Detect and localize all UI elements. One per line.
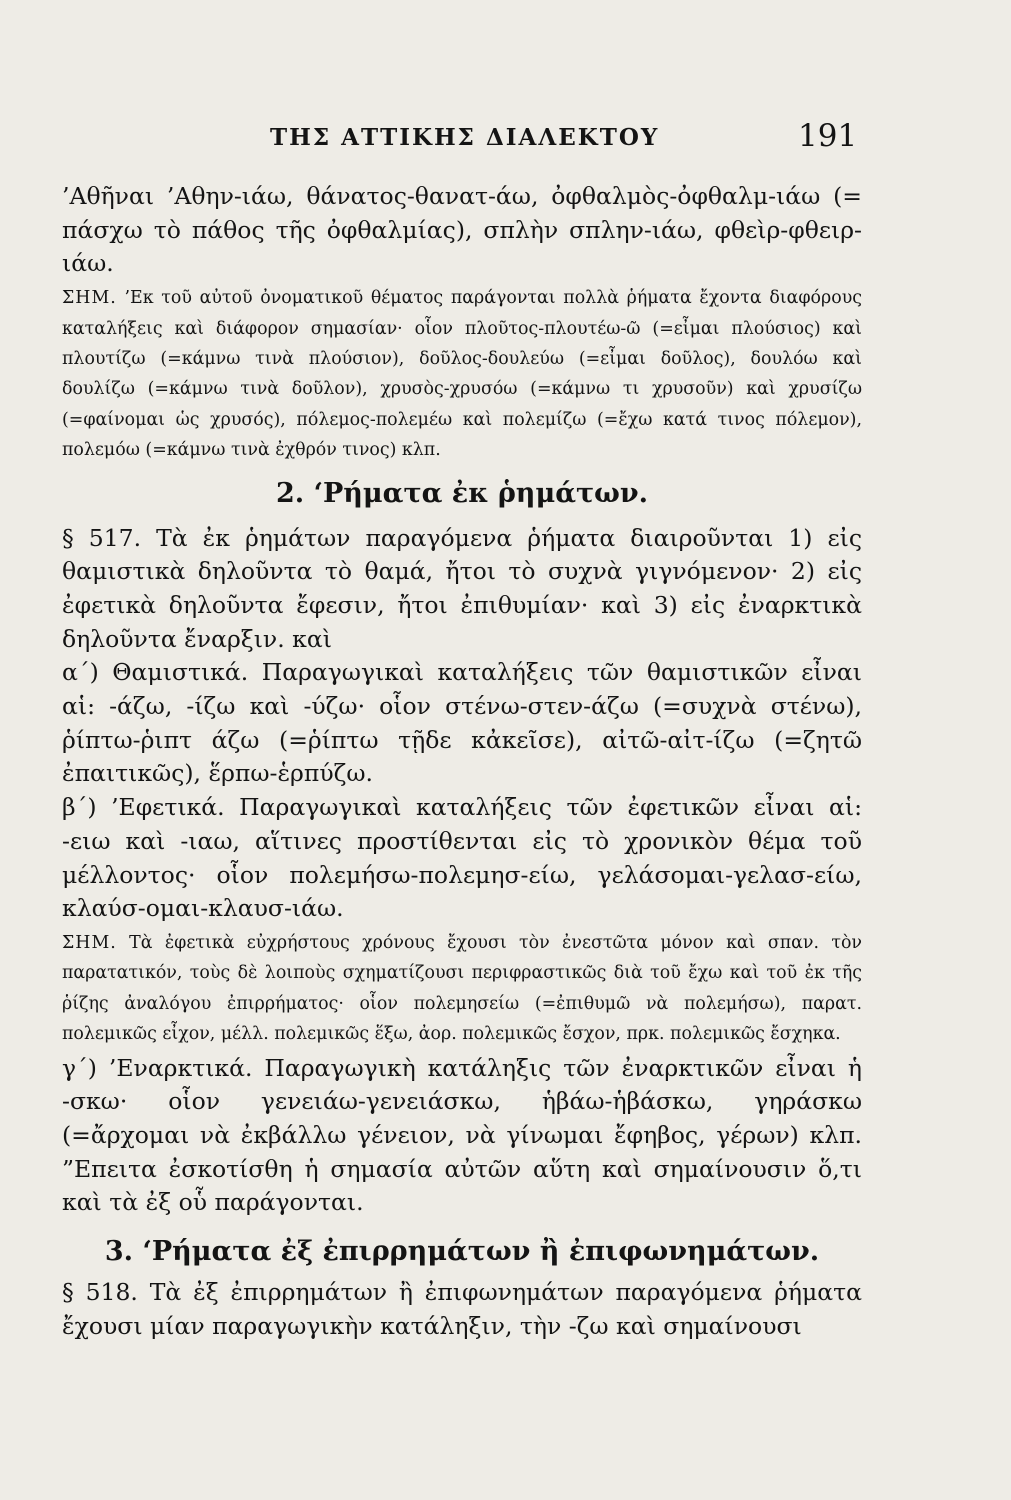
section-3-heading: 3. ‘Ρήματα ἐξ ἐπιρρημάτων ἢ ἐπιφωνημάτων.	[104, 1236, 820, 1268]
paragraph-517: § 517. Τὰ ἐκ ῥημάτων παραγόμενα ῥήματα διαιροῦνται 1) εἰς θαμιστικὰ δηλοῦντα τὸ θαμά, ἤτοι τὸ συχνὰ γιγνόμενον· 2) εἰς ἐφετικὰ δηλοῦντα ἔφεσιν, ἤτοι ἐπιθυμίαν· καὶ 3) εἰς ἐναρκτικὰ δηλοῦντα ἔναρξιν. καὶ	[62, 523, 862, 653]
running-title: ΤΗΣ ΑΤΤΙΚΗΣ ΔΙΑΛΕΚΤΟΥ	[270, 124, 660, 151]
note-1-text: ’Εκ τοῦ αὐτοῦ ὀνοματικοῦ θέματος παράγονται πολλὰ ῥήματα ἔχοντα διαφόρους καταλήξεις καὶ διάφορον σημασίαν· οἷον πλοῦτος-πλουτέω-ῶ (=εἶμαι πλούσιος) καὶ πλουτίζω (=κάμνω τινὰ πλούσιον), δοῦλος-δουλεύω (=εἶμαι δοῦλος), δουλόω καὶ δουλίζω (=κάμνω τινὰ δοῦλον), χρυσὸς-χρυσόω (=κάμνω τι χρυσοῦν) καὶ χρυσίζω (=φαίνομαι ὡς χρυσός), πόλεμος-πολεμέω καὶ πολεμίζω (=ἔχω κατά τινος πόλεμον), πολεμόω (=κάμνω τινὰ ἐχθρόν τινος) κλπ.	[62, 288, 863, 461]
paragraph-a: α΄) Θαμιστικά. Παραγωγικαὶ καταλήξεις τῶν θαμιστικῶν εἶναι αἱ: -άζω, -ίζω καὶ -ύζω· οἷον στένω-στεν-άζω (=συχνὰ στένω), ῥίπτω-ῥιπτ άζω (=ῥίπτω τῇδε κἀκεῖσε), αἰτῶ-αἰτ-ίζω (=ζητῶ ἐπαιτικῶς), ἕρπω-ἑρπύζω.	[62, 658, 862, 788]
paragraph-c: γ΄) ’Εναρκτικά. Παραγωγικὴ κατάληξις τῶν ἐναρκτικῶν εἶναι ἡ -σκω· οἷον γενειάω-γενειάσκω, ἡβάω-ἡβάσκω, γηράσκω (=ἄρχομαι νὰ ἐκβάλλω γένειον, νὰ γίνωμαι ἔφηβος, γέρων) κλπ. ”Επειτα ἐσκοτίσθη ἡ σημασία αὐτῶν αὕτη καὶ σημαίνουσιν ὅ,τι καὶ τὰ ἐξ οὗ παράγονται.	[62, 1053, 862, 1217]
note-1-label: ΣΗΜ.	[62, 288, 117, 309]
intro-paragraph: ’Αθῆναι ’Αθην-ιάω, θάνατος-θανατ-άω, ὀφθαλμὸς-ὀφθαλμ-ιάω (= πάσχω τὸ πάθος τῆς ὀφθαλμίας), σπλὴν σπλην-ιάω, φθεὶρ-φθειρ-ιάω.	[62, 182, 862, 278]
note-1	[62, 283, 862, 465]
note-2-label: ΣΗΜ.	[62, 932, 117, 953]
section-2-heading: 2. ‘Ρήματα ἐκ ῥημάτων.	[276, 477, 648, 509]
note-2	[62, 928, 862, 1050]
page-body	[62, 180, 862, 1344]
paragraph-518: § 518. Τὰ ἐξ ἐπιρρημάτων ἢ ἐπιφωνημάτων παραγόμενα ῥήματα ἔχουσι μίαν παραγωγικὴν κατάληξιν, τὴν -ζω καὶ σημαίνουσι	[62, 1278, 862, 1340]
note-2-text: Τὰ ἐφετικὰ εὐχρήστους χρόνους ἔχουσι τὸν ἐνεστῶτα μόνον καὶ σπαν. τὸν παρατατικόν, τοὺς δὲ λοιποὺς σχηματίζουσι περιφραστικῶς διὰ τοῦ ἔχω καὶ τοῦ ἐκ τῆς ῥίζης ἀναλόγου ἐπιρρήματος· οἷον πολεμησείω (=ἐπιθυμῶ νὰ πολεμήσω), παρατ. πολεμικῶς εἶχον, μέλλ. πολεμικῶς ἕξω, ἀορ. πολεμικῶς ἔσχον, πρκ. πολεμικῶς ἔσχηκα.	[62, 932, 862, 1045]
page-number: 191	[798, 118, 858, 154]
page-header	[0, 118, 1011, 158]
paragraph-b: β΄) ’Εφετικά. Παραγωγικαὶ καταλήξεις τῶν ἐφετικῶν εἶναι αἱ: -ειω καὶ -ιαω, αἵτινες προστίθενται εἰς τὸ χρονικὸν θέμα τοῦ μέλλοντος· οἷον πολεμήσω-πολεμησ-είω, γελάσομαι-γελασ-είω, κλαύσ-ομαι-κλαυσ-ιάω.	[62, 793, 862, 923]
